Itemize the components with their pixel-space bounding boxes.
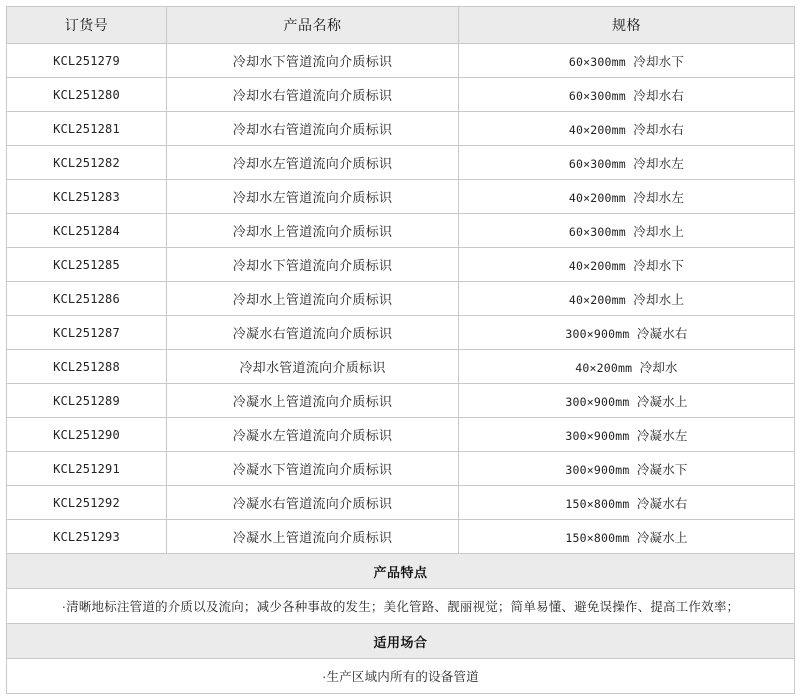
spec-label: 冷却水左	[633, 156, 685, 171]
cell-order-code: KCL251284	[7, 214, 167, 248]
spec-size: 40×200mm	[568, 258, 626, 273]
table-row	[7, 146, 795, 180]
cell-specification	[459, 452, 795, 486]
cell-product-name: 冷却水上管道流向介质标识	[167, 214, 459, 248]
cell-specification	[459, 384, 795, 418]
cell-product-name: 冷却水下管道流向介质标识	[167, 248, 459, 282]
spec-size: 150×800mm	[565, 496, 630, 511]
cell-product-name: 冷凝水右管道流向介质标识	[167, 486, 459, 520]
column-header-specification: 规格	[459, 7, 795, 44]
table-row	[7, 78, 795, 112]
table-header	[7, 7, 795, 44]
cell-specification	[459, 248, 795, 282]
table-row	[7, 520, 795, 554]
spec-label: 冷却水下	[633, 258, 685, 273]
cell-order-code: KCL251289	[7, 384, 167, 418]
cell-specification	[459, 180, 795, 214]
cell-specification	[459, 214, 795, 248]
spec-label: 冷凝水上	[636, 530, 688, 545]
cell-product-name: 冷却水下管道流向介质标识	[167, 44, 459, 78]
cell-specification	[459, 350, 795, 384]
cell-product-name: 冷却水左管道流向介质标识	[167, 180, 459, 214]
column-header-order-code: 订货号	[7, 7, 167, 44]
cell-order-code: KCL251286	[7, 282, 167, 316]
spec-size: 40×200mm	[568, 190, 626, 205]
spec-label: 冷却水	[639, 360, 678, 375]
cell-order-code: KCL251291	[7, 452, 167, 486]
spec-label: 冷却水上	[633, 292, 685, 307]
table-row	[7, 44, 795, 78]
cell-product-name: 冷却水右管道流向介质标识	[167, 78, 459, 112]
product-table	[6, 6, 795, 694]
section-header-usage	[7, 624, 795, 659]
cell-specification	[459, 78, 795, 112]
table-row	[7, 350, 795, 384]
section-content-features	[7, 589, 795, 624]
spec-label: 冷却水上	[633, 224, 685, 239]
spec-size: 300×900mm	[565, 326, 630, 341]
cell-order-code: KCL251280	[7, 78, 167, 112]
table-header-row	[7, 7, 795, 44]
info-sections	[7, 554, 795, 694]
spec-label: 冷凝水右	[636, 496, 688, 511]
spec-size: 150×800mm	[565, 530, 630, 545]
table-body	[7, 44, 795, 554]
cell-product-name: 冷凝水下管道流向介质标识	[167, 452, 459, 486]
section-content-usage	[7, 659, 795, 694]
table-row	[7, 180, 795, 214]
cell-specification	[459, 44, 795, 78]
spec-label: 冷凝水左	[636, 428, 688, 443]
cell-specification	[459, 316, 795, 350]
cell-order-code: KCL251282	[7, 146, 167, 180]
spec-label: 冷凝水右	[636, 326, 688, 341]
section-header-features	[7, 554, 795, 589]
features-text: ·清晰地标注管道的介质以及流向；减少各种事故的发生；美化管路、靓丽视觉；简单易懂、避免误操作、提高工作效率；	[7, 589, 795, 624]
cell-product-name: 冷凝水上管道流向介质标识	[167, 384, 459, 418]
spec-label: 冷凝水下	[636, 462, 688, 477]
spec-label: 冷却水左	[633, 190, 685, 205]
cell-product-name: 冷却水左管道流向介质标识	[167, 146, 459, 180]
usage-title: 适用场合	[7, 624, 795, 659]
table-row	[7, 248, 795, 282]
spec-size: 40×200mm	[575, 360, 633, 375]
spec-label: 冷却水右	[633, 122, 685, 137]
cell-product-name: 冷凝水右管道流向介质标识	[167, 316, 459, 350]
cell-order-code: KCL251279	[7, 44, 167, 78]
table-row	[7, 112, 795, 146]
cell-specification	[459, 520, 795, 554]
spec-size: 60×300mm	[568, 54, 626, 69]
cell-order-code: KCL251283	[7, 180, 167, 214]
table-row	[7, 282, 795, 316]
table-row	[7, 316, 795, 350]
table-row	[7, 452, 795, 486]
spec-size: 60×300mm	[568, 88, 626, 103]
table-row	[7, 384, 795, 418]
table-row	[7, 214, 795, 248]
spec-size: 40×200mm	[568, 122, 626, 137]
cell-product-name: 冷却水管道流向介质标识	[167, 350, 459, 384]
spec-label: 冷却水右	[633, 88, 685, 103]
features-title: 产品特点	[7, 554, 795, 589]
cell-order-code: KCL251287	[7, 316, 167, 350]
cell-specification	[459, 418, 795, 452]
usage-text: ·生产区域内所有的设备管道	[7, 659, 795, 694]
cell-specification	[459, 282, 795, 316]
cell-product-name: 冷却水右管道流向介质标识	[167, 112, 459, 146]
cell-specification	[459, 486, 795, 520]
cell-order-code: KCL251281	[7, 112, 167, 146]
cell-order-code: KCL251288	[7, 350, 167, 384]
cell-specification	[459, 146, 795, 180]
table-row	[7, 486, 795, 520]
spec-size: 300×900mm	[565, 394, 630, 409]
cell-product-name: 冷凝水上管道流向介质标识	[167, 520, 459, 554]
table-row	[7, 418, 795, 452]
spec-size: 60×300mm	[568, 156, 626, 171]
cell-order-code: KCL251292	[7, 486, 167, 520]
cell-order-code: KCL251293	[7, 520, 167, 554]
spec-size: 60×300mm	[568, 224, 626, 239]
column-header-product-name: 产品名称	[167, 7, 459, 44]
spec-label: 冷却水下	[633, 54, 685, 69]
cell-specification	[459, 112, 795, 146]
cell-order-code: KCL251290	[7, 418, 167, 452]
spec-size: 300×900mm	[565, 462, 630, 477]
cell-product-name: 冷凝水左管道流向介质标识	[167, 418, 459, 452]
cell-product-name: 冷却水上管道流向介质标识	[167, 282, 459, 316]
spec-size: 300×900mm	[565, 428, 630, 443]
cell-order-code: KCL251285	[7, 248, 167, 282]
spec-size: 40×200mm	[568, 292, 626, 307]
spec-label: 冷凝水上	[636, 394, 688, 409]
